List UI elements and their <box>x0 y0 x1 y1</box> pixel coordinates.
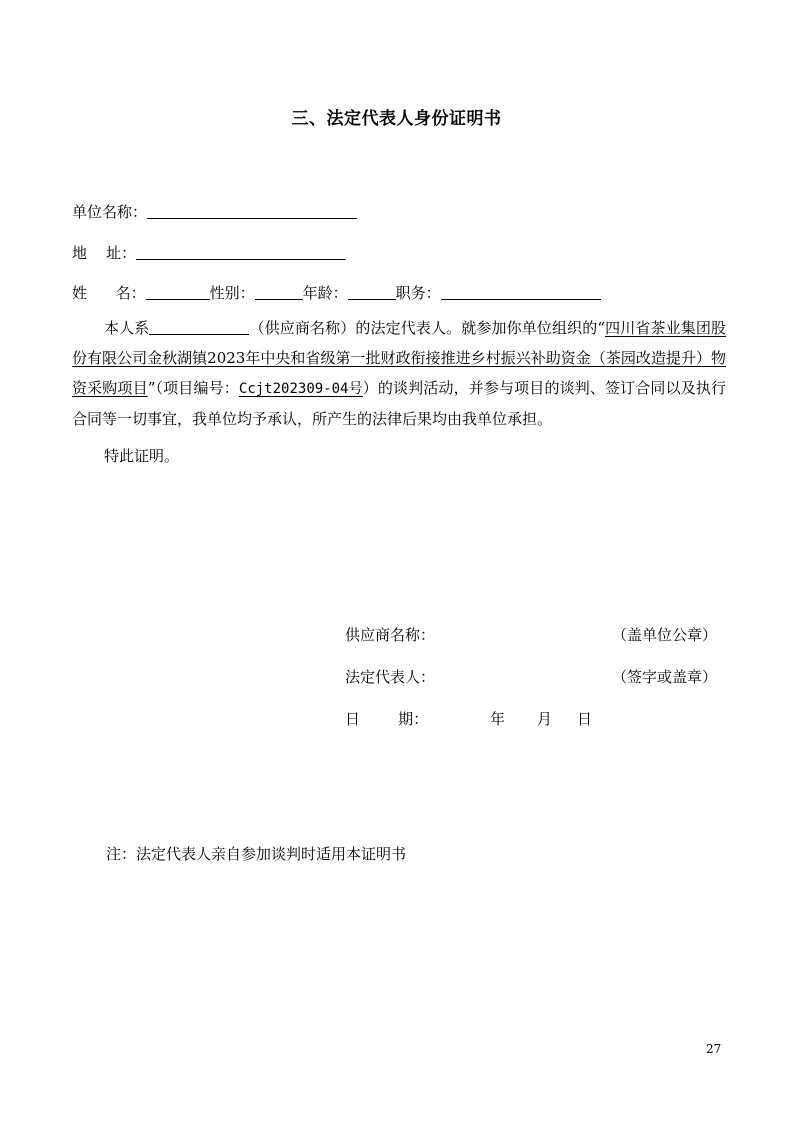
age-label: 年龄： <box>302 284 348 302</box>
date-month: 月 <box>537 710 553 728</box>
page-number: 27 <box>706 1042 722 1056</box>
date-label: 日 期： <box>345 710 429 728</box>
representative-label: 法定代表人： <box>345 668 436 686</box>
name-label: 姓 名： <box>72 284 146 302</box>
date-day: 日 <box>577 710 593 728</box>
statement-paragraph <box>72 313 726 434</box>
position-blank[interactable] <box>441 284 601 300</box>
project-number: Ccjt202309-04号 <box>238 381 363 397</box>
representative-sign-note: （签字或盖章） <box>612 668 718 686</box>
unit-name-blank[interactable] <box>147 203 357 219</box>
age-blank[interactable] <box>348 284 396 300</box>
gender-label: 性别： <box>209 284 255 302</box>
footnote: 注：法定代表人亲自参加谈判时适用本证明书 <box>106 845 407 863</box>
page-title: 三、法定代表人身份证明书 <box>291 109 502 129</box>
date-year: 年 <box>490 710 506 728</box>
statement-text-4: ）的谈判活动，并参与项目的谈判、签订合同以及执行合同等一切事宜，我单位均予承认，所产生的法律后果均由我单位承担。 <box>72 379 726 428</box>
supplier-seal-note: （盖单位公章） <box>612 626 718 644</box>
name-blank[interactable] <box>146 284 210 300</box>
supplier-name-blank[interactable] <box>149 319 249 335</box>
supplier-label: 供应商名称： <box>345 626 436 644</box>
position-label: 职务： <box>395 284 441 302</box>
certify-paragraph: 特此证明。 <box>104 447 180 465</box>
unit-name-row <box>72 201 357 222</box>
address-blank[interactable] <box>136 244 346 260</box>
unit-name-label: 单位名称： <box>72 203 148 221</box>
gender-blank[interactable] <box>255 284 303 300</box>
statement-text-3: ”（项目编号： <box>147 379 239 397</box>
address-row <box>72 242 346 263</box>
statement-text-1: 本人系 <box>104 319 150 337</box>
address-label: 地 址： <box>72 244 137 262</box>
statement-text-2: （供应商名称）的法定代表人。就参加你单位组织的“ <box>249 319 605 337</box>
project-name: 四川省茶业集团股份有限公司金秋湖镇2023年中央和省级第一批财政衔接推进乡村振兴补助资金（茶园改造提升）物资采购项目 <box>72 319 726 397</box>
person-row <box>72 282 601 303</box>
